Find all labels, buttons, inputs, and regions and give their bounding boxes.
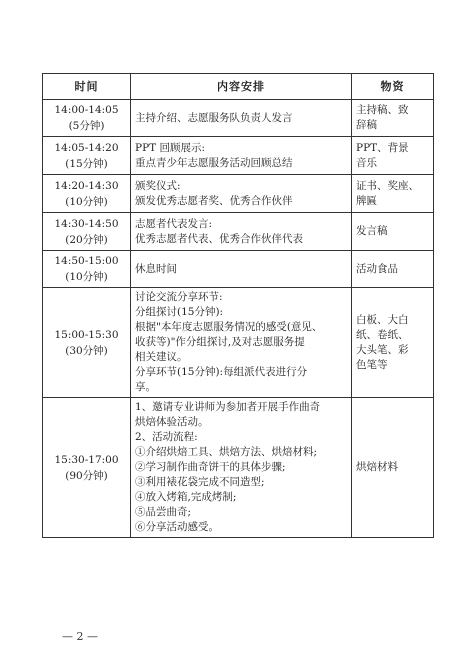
time-cell bbox=[43, 251, 131, 288]
time-range: 14:20-14:30 bbox=[54, 179, 119, 192]
material-line: 色笔等 bbox=[356, 358, 388, 371]
schedule-table bbox=[42, 73, 434, 538]
content-line: 2、活动流程: bbox=[135, 431, 198, 443]
content-line: 志愿者代表发言: bbox=[135, 217, 213, 230]
material-line: 大头笔、彩 bbox=[356, 343, 409, 356]
content-line: 1、邀请专业讲师为参加者开展手作曲奇 bbox=[135, 401, 321, 413]
content-line: 休息时间 bbox=[135, 262, 177, 275]
material-line: 白板、大白 bbox=[356, 313, 409, 326]
table-row bbox=[43, 398, 434, 538]
table-body bbox=[43, 100, 434, 538]
material-line: 音乐 bbox=[356, 156, 377, 169]
time-range: 15:00-15:30 bbox=[54, 328, 119, 341]
time-cell bbox=[43, 213, 131, 251]
table-row bbox=[43, 175, 434, 213]
time-duration: (15分钟) bbox=[65, 157, 108, 170]
content-line: 重点青少年志愿服务活动回顾总结 bbox=[135, 156, 293, 169]
time-cell bbox=[43, 137, 131, 175]
material-cell bbox=[352, 137, 434, 175]
table-row bbox=[43, 100, 434, 137]
content-cell bbox=[131, 137, 352, 175]
material-line: 牌匾 bbox=[356, 194, 377, 207]
time-range: 14:30-14:50 bbox=[54, 217, 119, 230]
content-line: 分享环节(15分钟):每组派代表进行分 bbox=[135, 366, 308, 378]
time-duration: (20分钟) bbox=[65, 233, 108, 246]
content-line: 主持介绍、志愿服务队负责人发言 bbox=[135, 111, 293, 124]
content-line: 分组探讨(15分钟): bbox=[135, 306, 224, 318]
content-line: 收获等)"作分组探讨,及对志愿服务提 bbox=[135, 336, 305, 348]
material-line: 主持稿、致 bbox=[356, 104, 409, 116]
table-row bbox=[43, 288, 434, 398]
content-line: ⑥分享活动感受。 bbox=[135, 521, 219, 533]
content-line: PPT 回顾展示: bbox=[135, 141, 206, 154]
page-number: — 2 — bbox=[62, 630, 98, 643]
material-line: 辞稿 bbox=[356, 119, 377, 131]
material-line: PPT、背景 bbox=[356, 141, 409, 154]
content-cell bbox=[131, 100, 352, 137]
content-cell bbox=[131, 398, 352, 538]
material-line: 发言稿 bbox=[356, 225, 388, 237]
content-line: ⑤品尝曲奇; bbox=[135, 506, 192, 518]
material-line: 烘焙材料 bbox=[356, 461, 398, 473]
content-line: 优秀志愿者代表、优秀合作伙伴代表 bbox=[135, 232, 303, 245]
material-line: 纸、卷纸、 bbox=[356, 328, 409, 341]
time-cell bbox=[43, 100, 131, 137]
content-cell bbox=[131, 288, 352, 398]
content-line: ③利用裱花袋完成不同造型; bbox=[135, 476, 265, 488]
content-line: 颁奖仪式: bbox=[135, 179, 181, 192]
content-line: ①介绍烘焙工具、烘焙方法、烘焙材料; bbox=[135, 446, 318, 458]
header-material: 物资 bbox=[352, 74, 434, 100]
time-cell bbox=[43, 288, 131, 398]
content-line: 讨论交流分享环节: bbox=[135, 291, 223, 303]
material-cell bbox=[352, 288, 434, 398]
content-line: 根据"本年度志愿服务情况的感受(意见、 bbox=[135, 321, 323, 333]
material-cell bbox=[352, 251, 434, 288]
time-range: 14:00-14:05 bbox=[54, 104, 119, 116]
content-line: ④放入烤箱,完成烤制; bbox=[135, 491, 237, 503]
header-time: 时间 bbox=[43, 74, 131, 100]
table-row bbox=[43, 213, 434, 251]
header-content: 内容安排 bbox=[131, 74, 352, 100]
material-cell bbox=[352, 398, 434, 538]
material-line: 活动食品 bbox=[356, 262, 398, 275]
time-duration: (5分钟) bbox=[68, 120, 105, 132]
table-row bbox=[43, 251, 434, 288]
content-line: 享。 bbox=[135, 381, 156, 393]
time-range: 15:30-17:00 bbox=[54, 453, 119, 466]
material-cell bbox=[352, 100, 434, 137]
time-duration: (10分钟) bbox=[65, 271, 108, 283]
time-cell bbox=[43, 398, 131, 538]
table-header-row bbox=[43, 74, 434, 100]
material-cell bbox=[352, 213, 434, 251]
time-duration: (90分钟) bbox=[65, 469, 108, 482]
content-line: ②学习制作曲奇饼干的具体步骤; bbox=[135, 461, 286, 473]
table-row bbox=[43, 137, 434, 175]
content-line: 相关建议。 bbox=[135, 351, 188, 363]
content-line: 颁发优秀志愿者奖、优秀合作伙伴 bbox=[135, 194, 293, 207]
content-line: 烘焙体验活动。 bbox=[135, 416, 209, 428]
time-duration: (10分钟) bbox=[65, 195, 108, 208]
material-line: 证书、奖座、 bbox=[356, 179, 419, 192]
content-cell bbox=[131, 251, 352, 288]
time-duration: (30分钟) bbox=[65, 344, 108, 357]
content-cell bbox=[131, 175, 352, 213]
time-range: 14:05-14:20 bbox=[54, 141, 119, 154]
time-cell bbox=[43, 175, 131, 213]
content-cell bbox=[131, 213, 352, 251]
material-cell bbox=[352, 175, 434, 213]
time-range: 14:50-15:00 bbox=[54, 255, 119, 267]
